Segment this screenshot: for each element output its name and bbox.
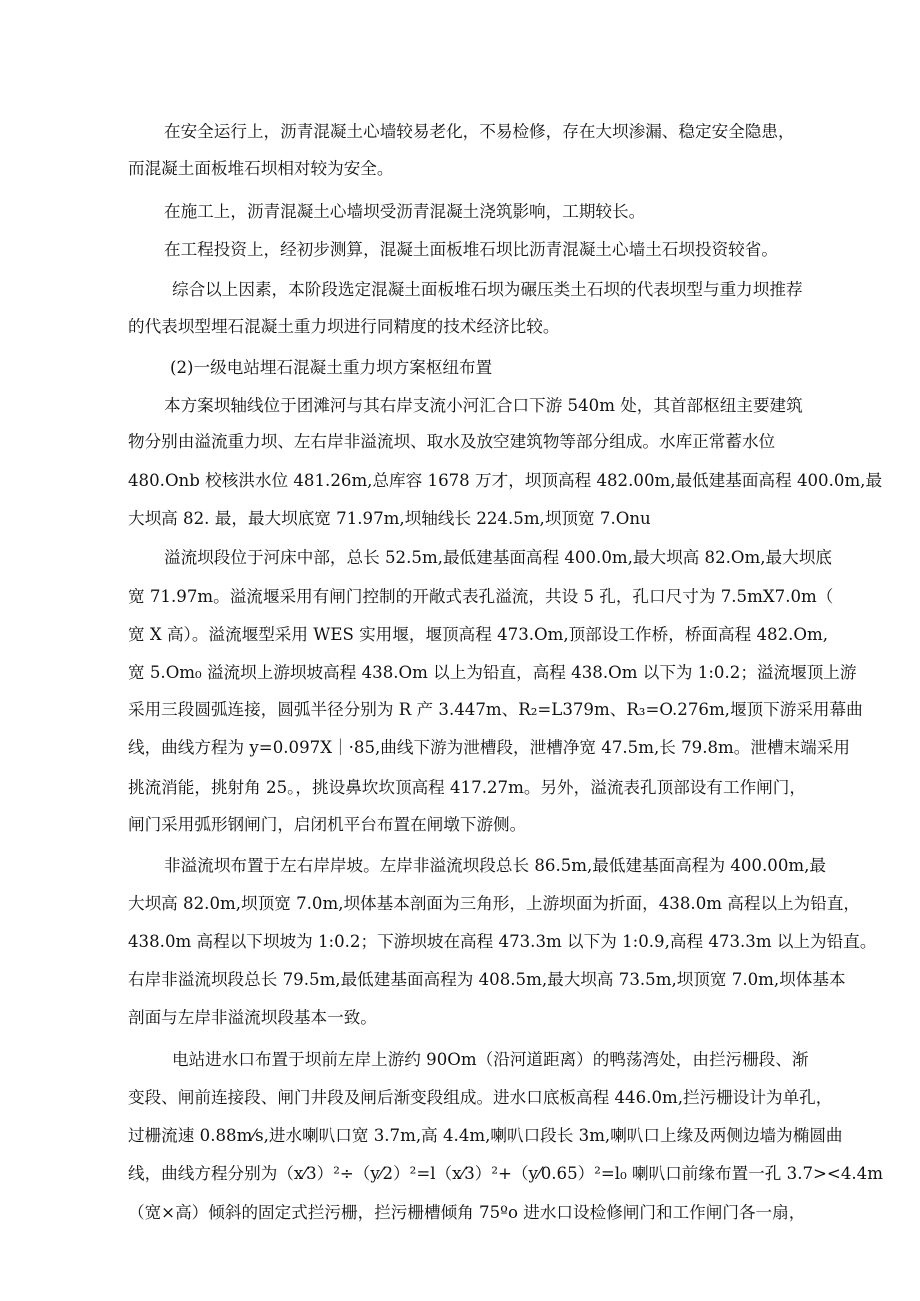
text-line: 宽 71.97m。溢流堰采用有闸门控制的开敞式表孔溢流，共设 5 孔，孔口尺寸为 7.5mX7.0m（ [128, 587, 834, 606]
text-line: 溢流坝段位于河床中部，总长 52.5m,最低建基面高程 400.0m,最大坝高 82.Om,最大坝底 [164, 548, 832, 567]
text-line: 电站进水口布置于坝前左岸上游约 90Om（沿河道距离）的鸭荡湾处，由拦污栅段、渐 [172, 1050, 809, 1069]
section-heading: (2)一级电站埋石混凝土重力坝方案枢纽布置 [170, 358, 493, 377]
text-line: 右岸非溢流坝段总长 79.5m,最低建基面高程为 408.5m,最大坝高 73.5m,坝顶宽 7.0m,坝体基本 [128, 970, 846, 989]
text-line: 剖面与左岸非溢流坝段基本一致。 [128, 1008, 377, 1027]
text-line: 在安全运行上，沥青混凝土心墙较易老化，不易检修，存在大坝渗漏、稳定安全隐患， [164, 122, 795, 141]
text-line: 物分别由溢流重力坝、左右岸非溢流坝、取水及放空建筑物等部分组成。水库正常蓄水位 [128, 432, 776, 451]
text-line: 的代表坝型埋石混凝土重力坝进行同精度的技术经济比较。 [128, 317, 560, 336]
text-line: 采用三段圆弧连接，圆弧半径分别为 R 产 3.447m、R₂=L379m、R₃=O.276m,堰顶下游采用幕曲 [128, 700, 863, 719]
text-line: 线，曲线方程为 y=0.097X｜·85,曲线下游为泄槽段，泄槽净宽 47.5m,长 79.8m。泄槽末端采用 [128, 738, 850, 757]
text-line: 在工程投资上，经初步测算，混凝土面板堆石坝比沥青混凝土心墙土石坝投资较省。 [164, 240, 778, 259]
text-line: 宽 X 高）。溢流堰型采用 WES 实用堰，堰顶高程 473.Om,顶部设工作桥，桥面高程 482.Om, [128, 625, 829, 644]
text-line: 大坝高 82.0m,坝顶宽 7.0m,坝体基本剖面为三角形，上游坝面为折面，438.0m 高程以上为铅直， [128, 894, 861, 913]
text-line: 在施工上，沥青混凝土心墙坝受沥青混凝土浇筑影响，工期较长。 [164, 202, 646, 221]
text-line: 本方案坝轴线位于团滩河与其右岸支流小河汇合口下游 540m 处，其首部枢纽主要建筑 [164, 396, 803, 415]
text-line: 宽 5.Om₀ 溢流坝上游坝坡高程 438.Om 以上为铅直，高程 438.Om 以下为 1:0.2；溢流堰顶上游 [128, 663, 857, 682]
text-line: 挑流消能，挑射角 25。，挑设鼻坎坎顶高程 417.27m。另外，溢流表孔顶部设有工作闸门， [128, 778, 806, 797]
text-line: 而混凝土面板堆石坝相对较为安全。 [128, 159, 394, 178]
text-line: 闸门采用弧形钢闸门，启闭机平台布置在闸墩下游侧。 [128, 815, 527, 834]
text-line: 大坝高 82. 最，最大坝底宽 71.97m,坝轴线长 224.5m,坝顶宽 7.Onu [128, 509, 651, 528]
text-line: 综合以上因素，本阶段选定混凝土面板堆石坝为碾压类土石坝的代表坝型与重力坝推荐 [172, 280, 803, 299]
text-line: 过栅流速 0.88m⁄s,进水喇叭口宽 3.7m,高 4.4m,喇叭口段长 3m,喇叭口上缘及两侧边墙为椭圆曲 [128, 1126, 843, 1145]
text-line: 线，曲线方程分别为（x⁄3）²÷（y⁄2）²=l（x⁄3）²+（y⁄0.65）²=l₀ 喇叭口前缘布置一孔 3.7><4.4m [128, 1164, 883, 1183]
text-line: 变段、闸前连接段、闸门井段及闸后渐变段组成。进水口底板高程 446.0m,拦污栅设计为单孔， [128, 1088, 833, 1107]
text-line: 480.Onb 校核洪水位 481.26m,总库容 1678 万才，坝顶高程 482.00m,最低建基面高程 400.0m,最 [128, 471, 883, 490]
text-line: 非溢流坝布置于左右岸岸坡。左岸非溢流坝段总长 86.5m,最低建基面高程为 400.00m,最 [164, 856, 826, 875]
text-line: 438.0m 高程以下坝坡为 1:0.2；下游坝坡在高程 473.3m 以下为 1:0.9,高程 473.3m 以上为铅直。 [128, 932, 877, 951]
text-line: （宽×高）倾斜的固定式拦污栅，拦污栅槽倾角 75ºo 进水口设检修闸门和工作闸门各一扇， [128, 1203, 806, 1222]
